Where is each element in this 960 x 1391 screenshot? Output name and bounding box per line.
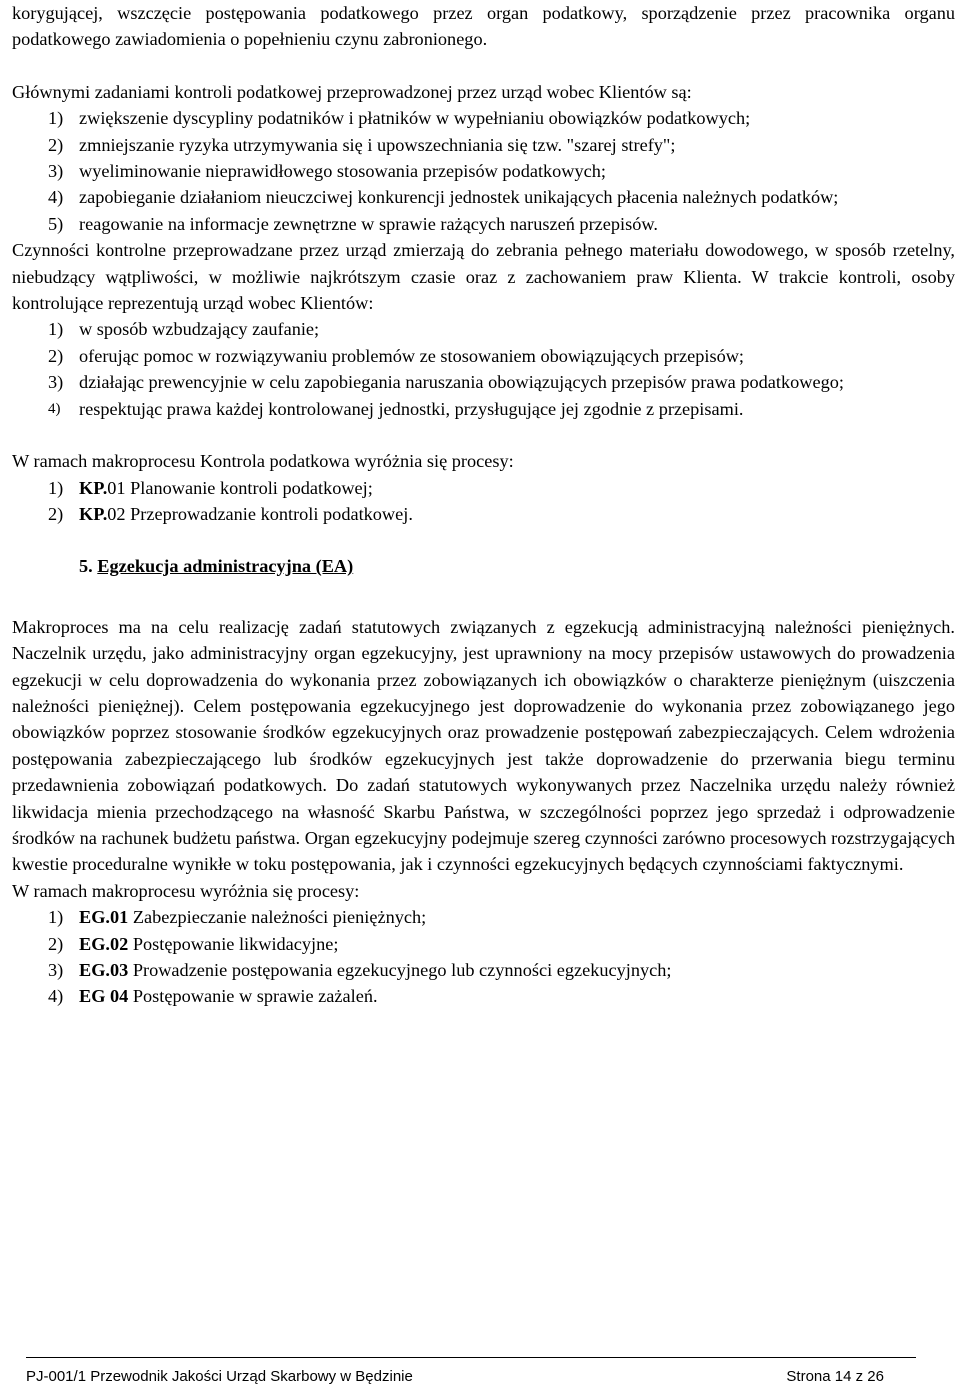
list-item: 1) zwiększenie dyscypliny podatników i płatników w wypełnianiu obowiązków podatkowych; [48,108,751,129]
section-number: 5. [79,556,93,577]
list-item: 1) KP.01 Planowanie kontroli podatkowej; [48,477,373,498]
document-page [12,0,955,1010]
list-item: 1) w sposób wzbudzający zaufanie; [48,319,320,340]
control-tasks-list [12,105,955,237]
list-item: 3) wyeliminowanie nieprawidłowego stosowania przepisów podatkowych; [48,161,606,182]
footer-page-number: Strona 14 z 26 [786,1368,884,1385]
footer-document-title: PJ-001/1 Przewodnik Jakości Urząd Skarbowy w Będzinie [26,1368,413,1385]
page-footer [26,1368,884,1386]
list-item: 2) EG.02 Postępowanie likwidacyjne; [48,933,339,954]
section-heading [12,553,955,579]
enforcement-paragraph: Makroproces ma na celu realizację zadań statutowych związanych z egzekucją administracyjną należności pieniężnych. Naczelnik urzędu, jako administracyjny organ egzekucyjny, jest uprawniony na mocy przepisów ustawowych do prowadzenia egzekucji w celu doprowadzenia do wykonania przez zobowiązanych ich obowiązków o charakterze pieniężnym (uiszczenia należności pieniężnej). Celem postępowania egzekucyjnego jest doprowadzenie do wykonania przez zobowiązanego jego obowiązków poprzez stosowanie środków egzekucyjnych oraz prowadzenie postępowań zabezpieczających. Celem wdrożenia postępowania zabezpieczającego lub środków egzekucyjnych jest także doprowadzenie do przerwania biegu terminu przedawnienia zobowiązań podatkowych. Do zadań statutowych wykonywanych przez Naczelnika urzędu należy również likwidacja mienia przechodzącego na własność Skarbu Państwa, w szczególności poprzez jego sprzedaż i odprowadzenie środków na rachunek budżetu państwa. Organ egzekucyjny podejmuje szereg czynności zarówno procesowych rozstrzygających kwestie proceduralne wynikłe w toku postępowania, jak i czynności egzekucyjnych będących czynnościami faktycznymi. [12,616,955,875]
list-item: 5) reagowanie na informacje zewnętrzne w sprawie rażących naruszeń przepisów. [48,213,658,234]
control-activities-paragraph: Czynności kontrolne przeprowadzane przez urząd zmierzają do zebrania pełnego materiału dowodowego, w sposób rzetelny, niebudzący wątpliwości, w możliwie najkrótszym czasie oraz z zachowaniem praw Klienta. W trakcie kontroli, osoby kontrolujące reprezentują urząd wobec Klientów: [12,240,955,314]
list-item: 3) działając prewencyjnie w celu zapobiegania naruszania obowiązujących przepisów prawa podatkowego; [48,372,844,393]
control-processes-intro: W ramach makroprocesu Kontrola podatkowa wyróżnia się procesy: [12,451,514,472]
list-item: 4) respektując prawa każdej kontrolowanej jednostki, przysługujące jej zgodnie z przepisami. [48,398,744,419]
list-item: 4) zapobieganie działaniom nieuczciwej konkurencji jednostek unikających płacenia należnych podatków; [48,187,839,208]
control-processes-list [12,475,955,528]
enforcement-processes-intro: W ramach makroprocesu wyróżnia się procesy: [12,880,360,901]
control-tasks-intro: Głównymi zadaniami kontroli podatkowej przeprowadzonej przez urząd wobec Klientów są: [12,81,692,102]
list-item: 1) EG.01 Zabezpieczanie należności pieniężnych; [48,907,427,928]
list-item: 2) oferując pomoc w rozwiązywaniu problemów ze stosowaniem obowiązujących przepisów; [48,345,745,366]
list-item: 2) zmniejszanie ryzyka utrzymywania się i upowszechniania się tzw. "szarej strefy"; [48,134,676,155]
enforcement-processes-list [12,904,955,1010]
section-title: Egzekucja administracyjna (EA) [97,556,354,577]
list-item: 3) EG.03 Prowadzenie postępowania egzekucyjnego lub czynności egzekucyjnych; [48,960,672,980]
list-item: 4) EG 04 Postępowanie w sprawie zażaleń. [48,986,378,1007]
list-item: 2) KP.02 Przeprowadzanie kontroli podatkowej. [48,503,413,524]
control-manner-list [12,316,955,422]
paragraph-continuation: korygującej, wszczęcie postępowania podatkowego przez organ podatkowy, sporządzenie przez pracownika organu podatkowego zawiadomienia o popełnieniu czynu zabronionego. [12,3,955,50]
footer-rule [26,1357,916,1358]
